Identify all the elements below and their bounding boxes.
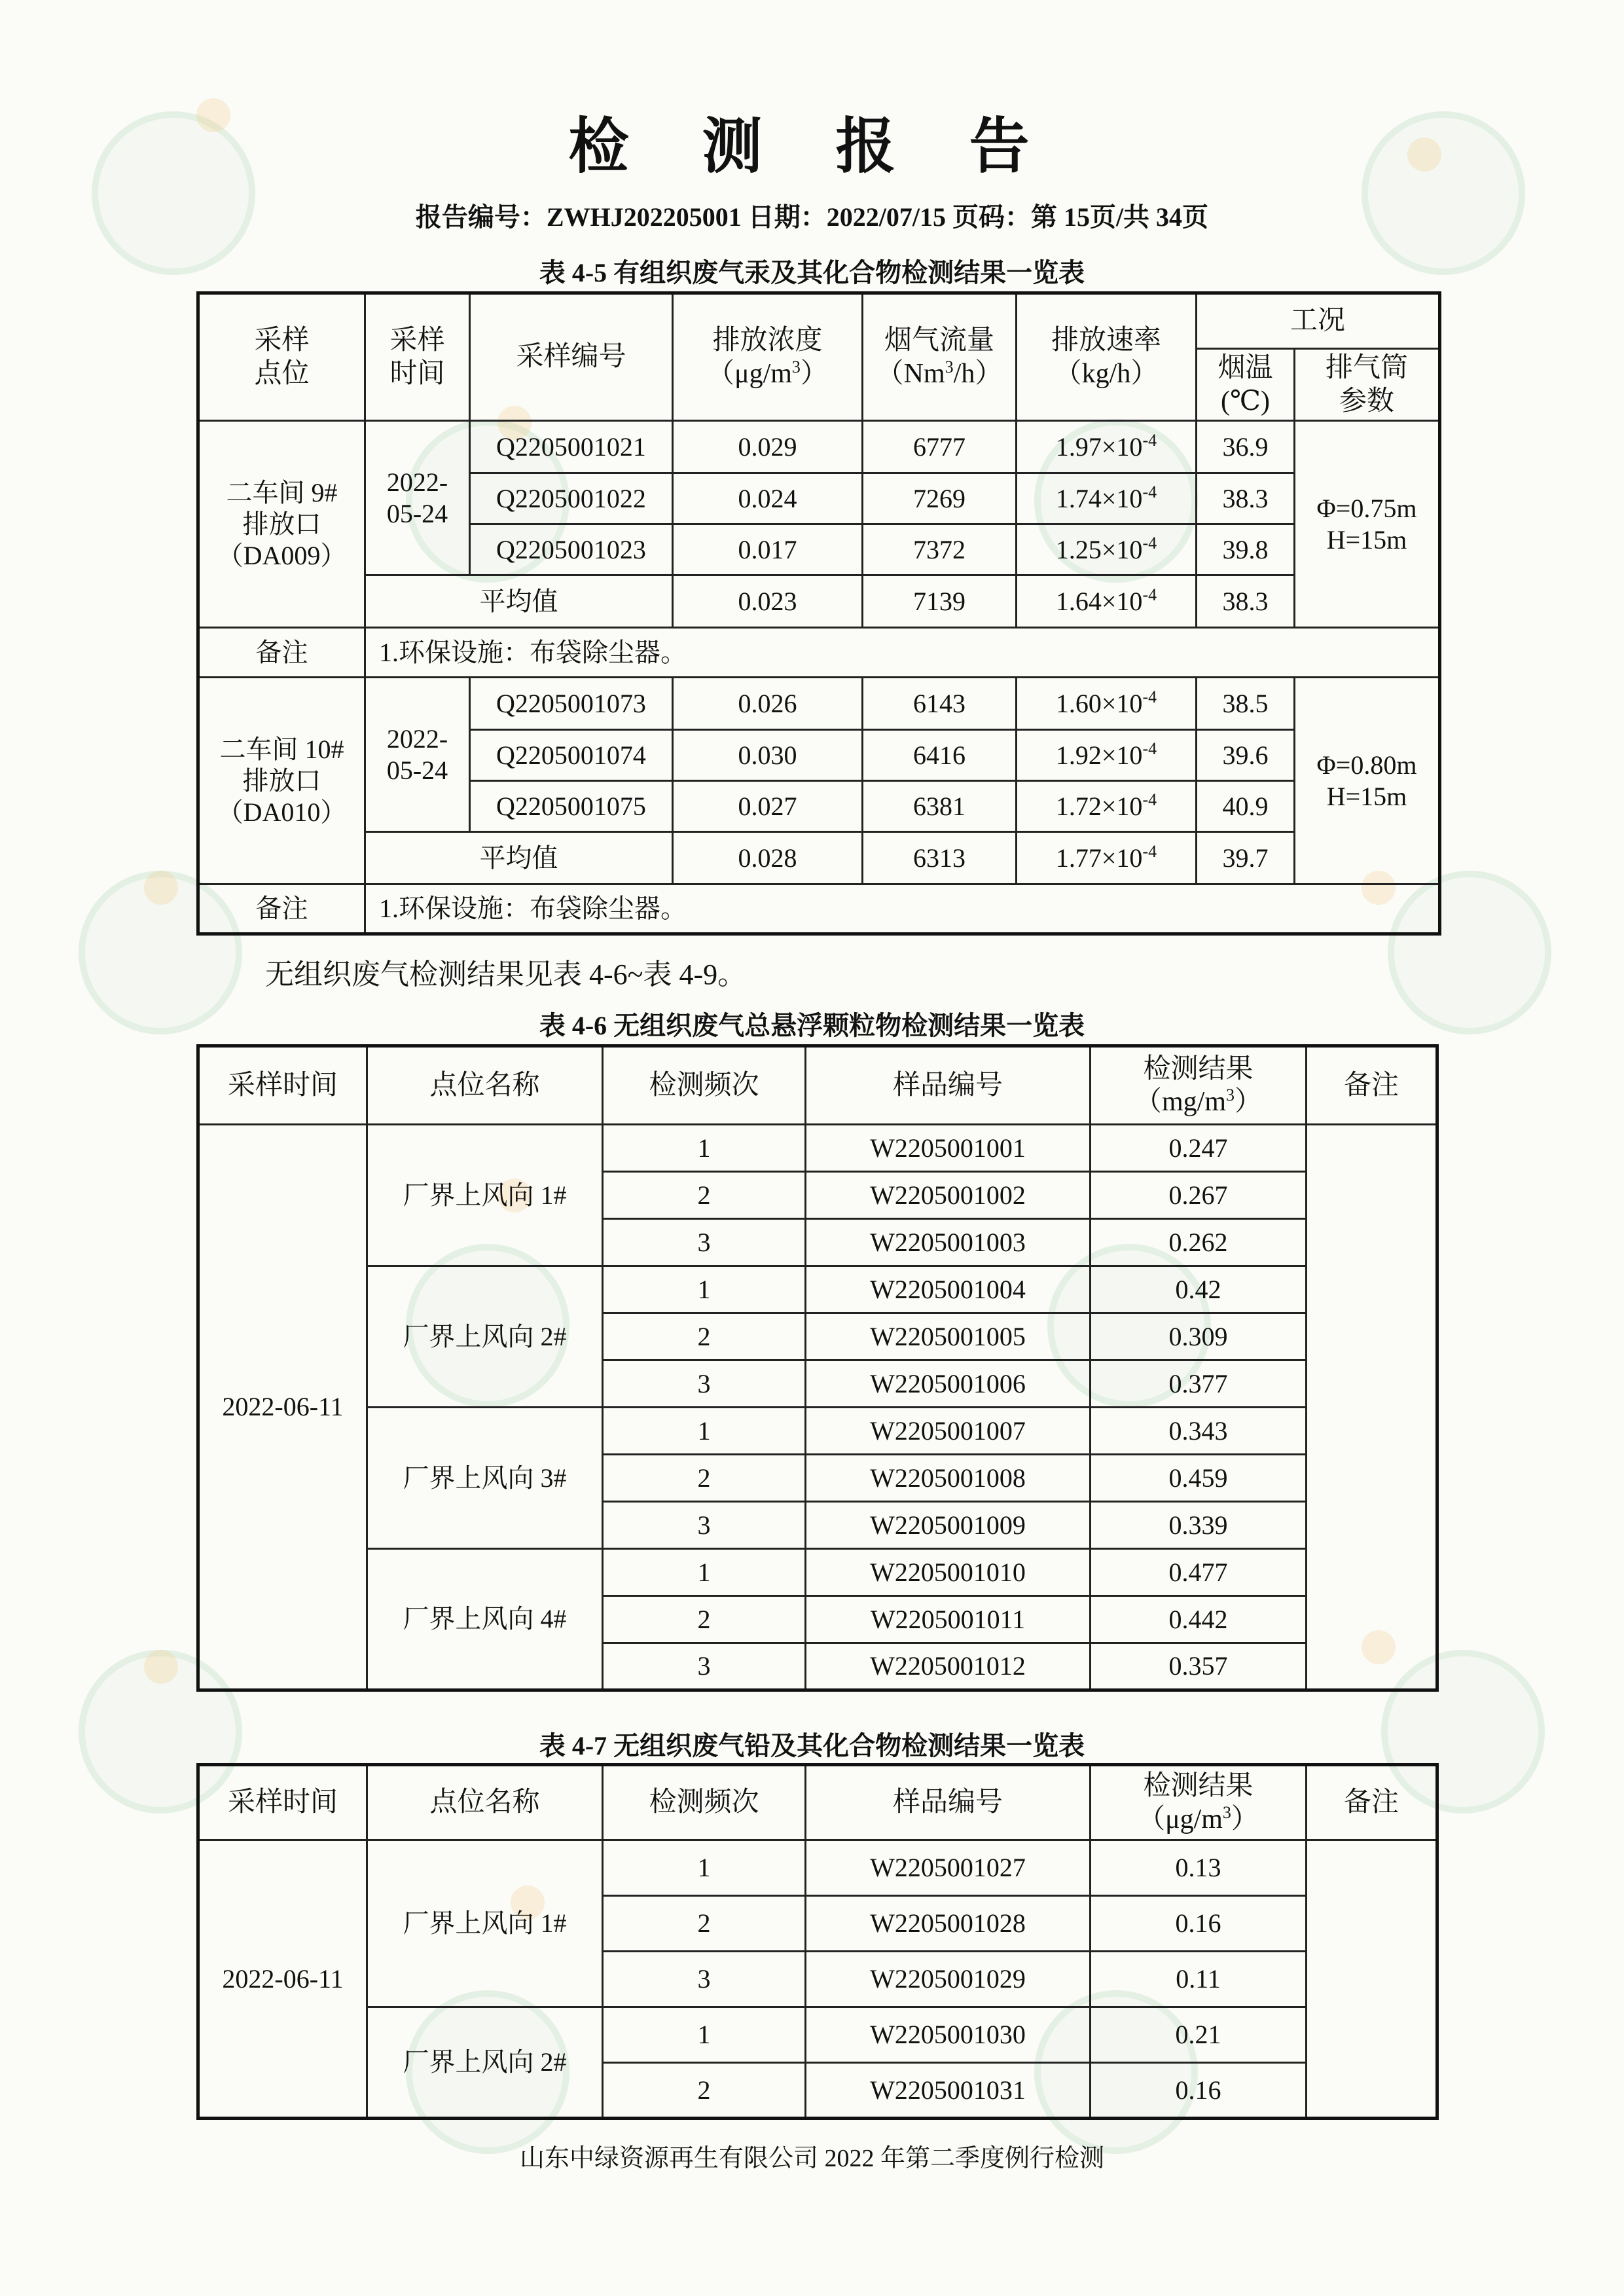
concentration-cell: 0.023 [673, 575, 863, 628]
table-4-5-caption: 表 4-5 有组织废气汞及其化合物检测结果一览表 [539, 258, 1085, 287]
result-cell: 0.309 [1091, 1313, 1307, 1360]
sample-id-cell: W2205001007 [806, 1408, 1091, 1455]
rate-cell: $1.97\times 10^{-4}$ [1017, 421, 1197, 473]
result-cell: 0.267 [1091, 1172, 1307, 1219]
table-4-7 [196, 1763, 1439, 2120]
note-label: 备注 [198, 884, 365, 934]
frequency-cell: 2 [603, 1455, 806, 1502]
frequency-cell: 1 [603, 1125, 806, 1172]
sample-id-cell: W2205001003 [806, 1219, 1091, 1266]
frequency-cell: 1 [603, 2007, 806, 2063]
result-cell: 0.459 [1091, 1455, 1307, 1502]
note-text: 1.环保设施：布袋除尘器。 [365, 628, 1440, 678]
result-cell: 0.16 [1091, 2063, 1307, 2119]
header-sampling-time: 采样时间 [198, 1765, 367, 1840]
concentration-cell: 0.029 [673, 421, 863, 473]
header-sampling-point: 采样 点位 [198, 293, 365, 421]
remark-cell [1307, 1840, 1437, 2119]
flow-cell: 7139 [863, 575, 1017, 628]
rate-cell: $1.77\times 10^{-4}$ [1017, 832, 1197, 884]
stack-params-cell: Φ=0.80m H=15m [1295, 678, 1440, 884]
frequency-cell: 2 [603, 2063, 806, 2119]
sample-id-cell: W2205001001 [806, 1125, 1091, 1172]
frequency-cell: 3 [603, 1643, 806, 1690]
table-row [198, 678, 1440, 730]
sample-id-cell: Q2205001074 [470, 730, 673, 781]
frequency-cell: 2 [603, 1172, 806, 1219]
header-location: 点位名称 [367, 1046, 603, 1125]
concentration-cell: 0.026 [673, 678, 863, 730]
header-concentration: 排放浓度 $(\mu g/m^3)$ [673, 293, 863, 421]
rate-cell: $1.25\times 10^{-4}$ [1017, 524, 1197, 575]
concentration-cell: 0.024 [673, 473, 863, 524]
temp-cell: 39.7 [1197, 832, 1295, 884]
flow-cell: 7372 [863, 524, 1017, 575]
sample-id-cell: W2205001028 [806, 1896, 1091, 1952]
rate-cell: $1.72\times 10^{-4}$ [1017, 781, 1197, 832]
average-row [198, 575, 1440, 628]
concentration-cell: 0.028 [673, 832, 863, 884]
note-row [198, 628, 1440, 678]
frequency-cell: 1 [603, 1549, 806, 1596]
sample-id-cell: W2205001002 [806, 1172, 1091, 1219]
header-sampling-time: 采样时间 [198, 1046, 367, 1125]
rate-cell: $1.92\times 10^{-4}$ [1017, 730, 1197, 781]
unorganized-gas-intro: 无组织废气检测结果见表 4-6~表 4-9。 [265, 958, 747, 991]
frequency-cell: 1 [603, 1408, 806, 1455]
temp-cell: 38.3 [1197, 473, 1295, 524]
header-conditions: 工况 [1197, 293, 1440, 349]
sample-id-cell: W2205001029 [806, 1952, 1091, 2007]
result-cell: 0.442 [1091, 1596, 1307, 1643]
header-sample-id: 样品编号 [806, 1765, 1091, 1840]
frequency-cell: 1 [603, 1840, 806, 1896]
flow-cell: 7269 [863, 473, 1017, 524]
sampling-date-cell: 2022- 05-24 [365, 421, 470, 575]
frequency-cell: 3 [603, 1952, 806, 2007]
sample-id-cell: W2205001009 [806, 1502, 1091, 1549]
temp-cell: 36.9 [1197, 421, 1295, 473]
result-cell: 0.42 [1091, 1266, 1307, 1313]
sampling-point-cell: 二车间 9# 排放口 （DA009） [198, 421, 365, 628]
frequency-cell: 3 [603, 1502, 806, 1549]
rate-cell: $1.64\times 10^{-4}$ [1017, 575, 1197, 628]
header-sampling-time: 采样 时间 [365, 293, 470, 421]
flow-cell: 6777 [863, 421, 1017, 473]
note-text: 1.环保设施：布袋除尘器。 [365, 884, 1440, 934]
sample-id-cell: W2205001004 [806, 1266, 1091, 1313]
result-cell: 0.247 [1091, 1125, 1307, 1172]
header-emission-rate: 排放速率 （kg/h） [1017, 293, 1197, 421]
remark-cell [1307, 1125, 1437, 1690]
sample-id-cell: Q2205001023 [470, 524, 673, 575]
header-frequency: 检测频次 [603, 1765, 806, 1840]
frequency-cell: 2 [603, 1596, 806, 1643]
frequency-cell: 2 [603, 1896, 806, 1952]
result-cell: 0.16 [1091, 1896, 1307, 1952]
result-cell: 0.21 [1091, 2007, 1307, 2063]
result-cell: 0.357 [1091, 1643, 1307, 1690]
footer-text: 山东中绿资源再生有限公司 2022 年第二季度例行检测 [519, 2145, 1104, 2172]
header-sample-id: 采样编号 [470, 293, 673, 421]
table-row [198, 1125, 1437, 1172]
header-frequency: 检测频次 [603, 1046, 806, 1125]
document-title: 检 测 报 告 [568, 111, 1056, 181]
frequency-cell: 3 [603, 1219, 806, 1266]
frequency-cell: 2 [603, 1313, 806, 1360]
result-cell: 0.477 [1091, 1549, 1307, 1596]
result-cell: 0.339 [1091, 1502, 1307, 1549]
sampling-date-cell: 2022-06-11 [198, 1840, 367, 2119]
table-row [198, 1266, 1437, 1313]
header-sample-id: 样品编号 [806, 1046, 1091, 1125]
header-stack-params: 排气筒 参数 [1295, 349, 1440, 421]
rate-cell: $1.60\times 10^{-4}$ [1017, 678, 1197, 730]
temp-cell: 39.6 [1197, 730, 1295, 781]
header-flue-temp: 烟温 (℃) [1197, 349, 1295, 421]
note-row [198, 884, 1440, 934]
table-row [198, 1549, 1437, 1596]
average-label: 平均值 [365, 575, 673, 628]
sample-id-cell: W2205001030 [806, 2007, 1091, 2063]
sample-id-cell: W2205001006 [806, 1360, 1091, 1408]
sample-id-cell: Q2205001022 [470, 473, 673, 524]
sampling-point-cell: 二车间 10# 排放口 （DA010） [198, 678, 365, 884]
sample-id-cell: W2205001008 [806, 1455, 1091, 1502]
stack-params-cell: Φ=0.75m H=15m [1295, 421, 1440, 628]
sample-id-cell: W2205001027 [806, 1840, 1091, 1896]
table-row [198, 1840, 1437, 1896]
concentration-cell: 0.030 [673, 730, 863, 781]
sample-id-cell: W2205001011 [806, 1596, 1091, 1643]
header-remark: 备注 [1307, 1046, 1437, 1125]
frequency-cell: 1 [603, 1266, 806, 1313]
flow-cell: 6381 [863, 781, 1017, 832]
header-flow: 烟气流量 （Nm$^3$/h） [863, 293, 1017, 421]
table-row [198, 1408, 1437, 1455]
table-4-6 [196, 1044, 1439, 1692]
header-result: 检测结果 $(mg/m^3)$ [1091, 1046, 1307, 1125]
flow-cell: 6143 [863, 678, 1017, 730]
table-4-7-caption: 表 4-7 无组织废气铅及其化合物检测结果一览表 [539, 1731, 1085, 1760]
header-location: 点位名称 [367, 1765, 603, 1840]
location-cell: 厂界上风向 2# [367, 1266, 603, 1408]
report-meta-line: 报告编号：ZWHJ202205001 日期：2022/07/15 页码：第 15页/共 34页 [415, 202, 1209, 232]
location-cell: 厂界上风向 2# [367, 2007, 603, 2119]
average-row [198, 832, 1440, 884]
table-row [198, 2007, 1437, 2063]
location-cell: 厂界上风向 1# [367, 1125, 603, 1266]
header-remark: 备注 [1307, 1765, 1437, 1840]
result-cell: 0.377 [1091, 1360, 1307, 1408]
flow-cell: 6416 [863, 730, 1017, 781]
table-4-6-caption: 表 4-6 无组织废气总悬浮颗粒物检测结果一览表 [539, 1011, 1085, 1040]
location-cell: 厂界上风向 4# [367, 1549, 603, 1690]
sample-id-cell: Q2205001073 [470, 678, 673, 730]
result-cell: 0.13 [1091, 1840, 1307, 1896]
sample-id-cell: W2205001010 [806, 1549, 1091, 1596]
sample-id-cell: Q2205001021 [470, 421, 673, 473]
average-label: 平均值 [365, 832, 673, 884]
table-row [198, 421, 1440, 473]
result-cell: 0.343 [1091, 1408, 1307, 1455]
sample-id-cell: Q2205001075 [470, 781, 673, 832]
temp-cell: 38.5 [1197, 678, 1295, 730]
location-cell: 厂界上风向 1# [367, 1840, 603, 2007]
sample-id-cell: W2205001031 [806, 2063, 1091, 2119]
frequency-cell: 3 [603, 1360, 806, 1408]
result-cell: 0.262 [1091, 1219, 1307, 1266]
sampling-date-cell: 2022-06-11 [198, 1125, 367, 1690]
result-cell: 0.11 [1091, 1952, 1307, 2007]
concentration-cell: 0.027 [673, 781, 863, 832]
sampling-date-cell: 2022- 05-24 [365, 678, 470, 832]
table-4-5 [196, 291, 1441, 936]
header-result: 检测结果 $(\mu g/m^3)$ [1091, 1765, 1307, 1840]
temp-cell: 40.9 [1197, 781, 1295, 832]
concentration-cell: 0.017 [673, 524, 863, 575]
rate-cell: $1.74\times 10^{-4}$ [1017, 473, 1197, 524]
temp-cell: 38.3 [1197, 575, 1295, 628]
temp-cell: 39.8 [1197, 524, 1295, 575]
location-cell: 厂界上风向 3# [367, 1408, 603, 1549]
note-label: 备注 [198, 628, 365, 678]
sample-id-cell: W2205001005 [806, 1313, 1091, 1360]
flow-cell: 6313 [863, 832, 1017, 884]
sample-id-cell: W2205001012 [806, 1643, 1091, 1690]
